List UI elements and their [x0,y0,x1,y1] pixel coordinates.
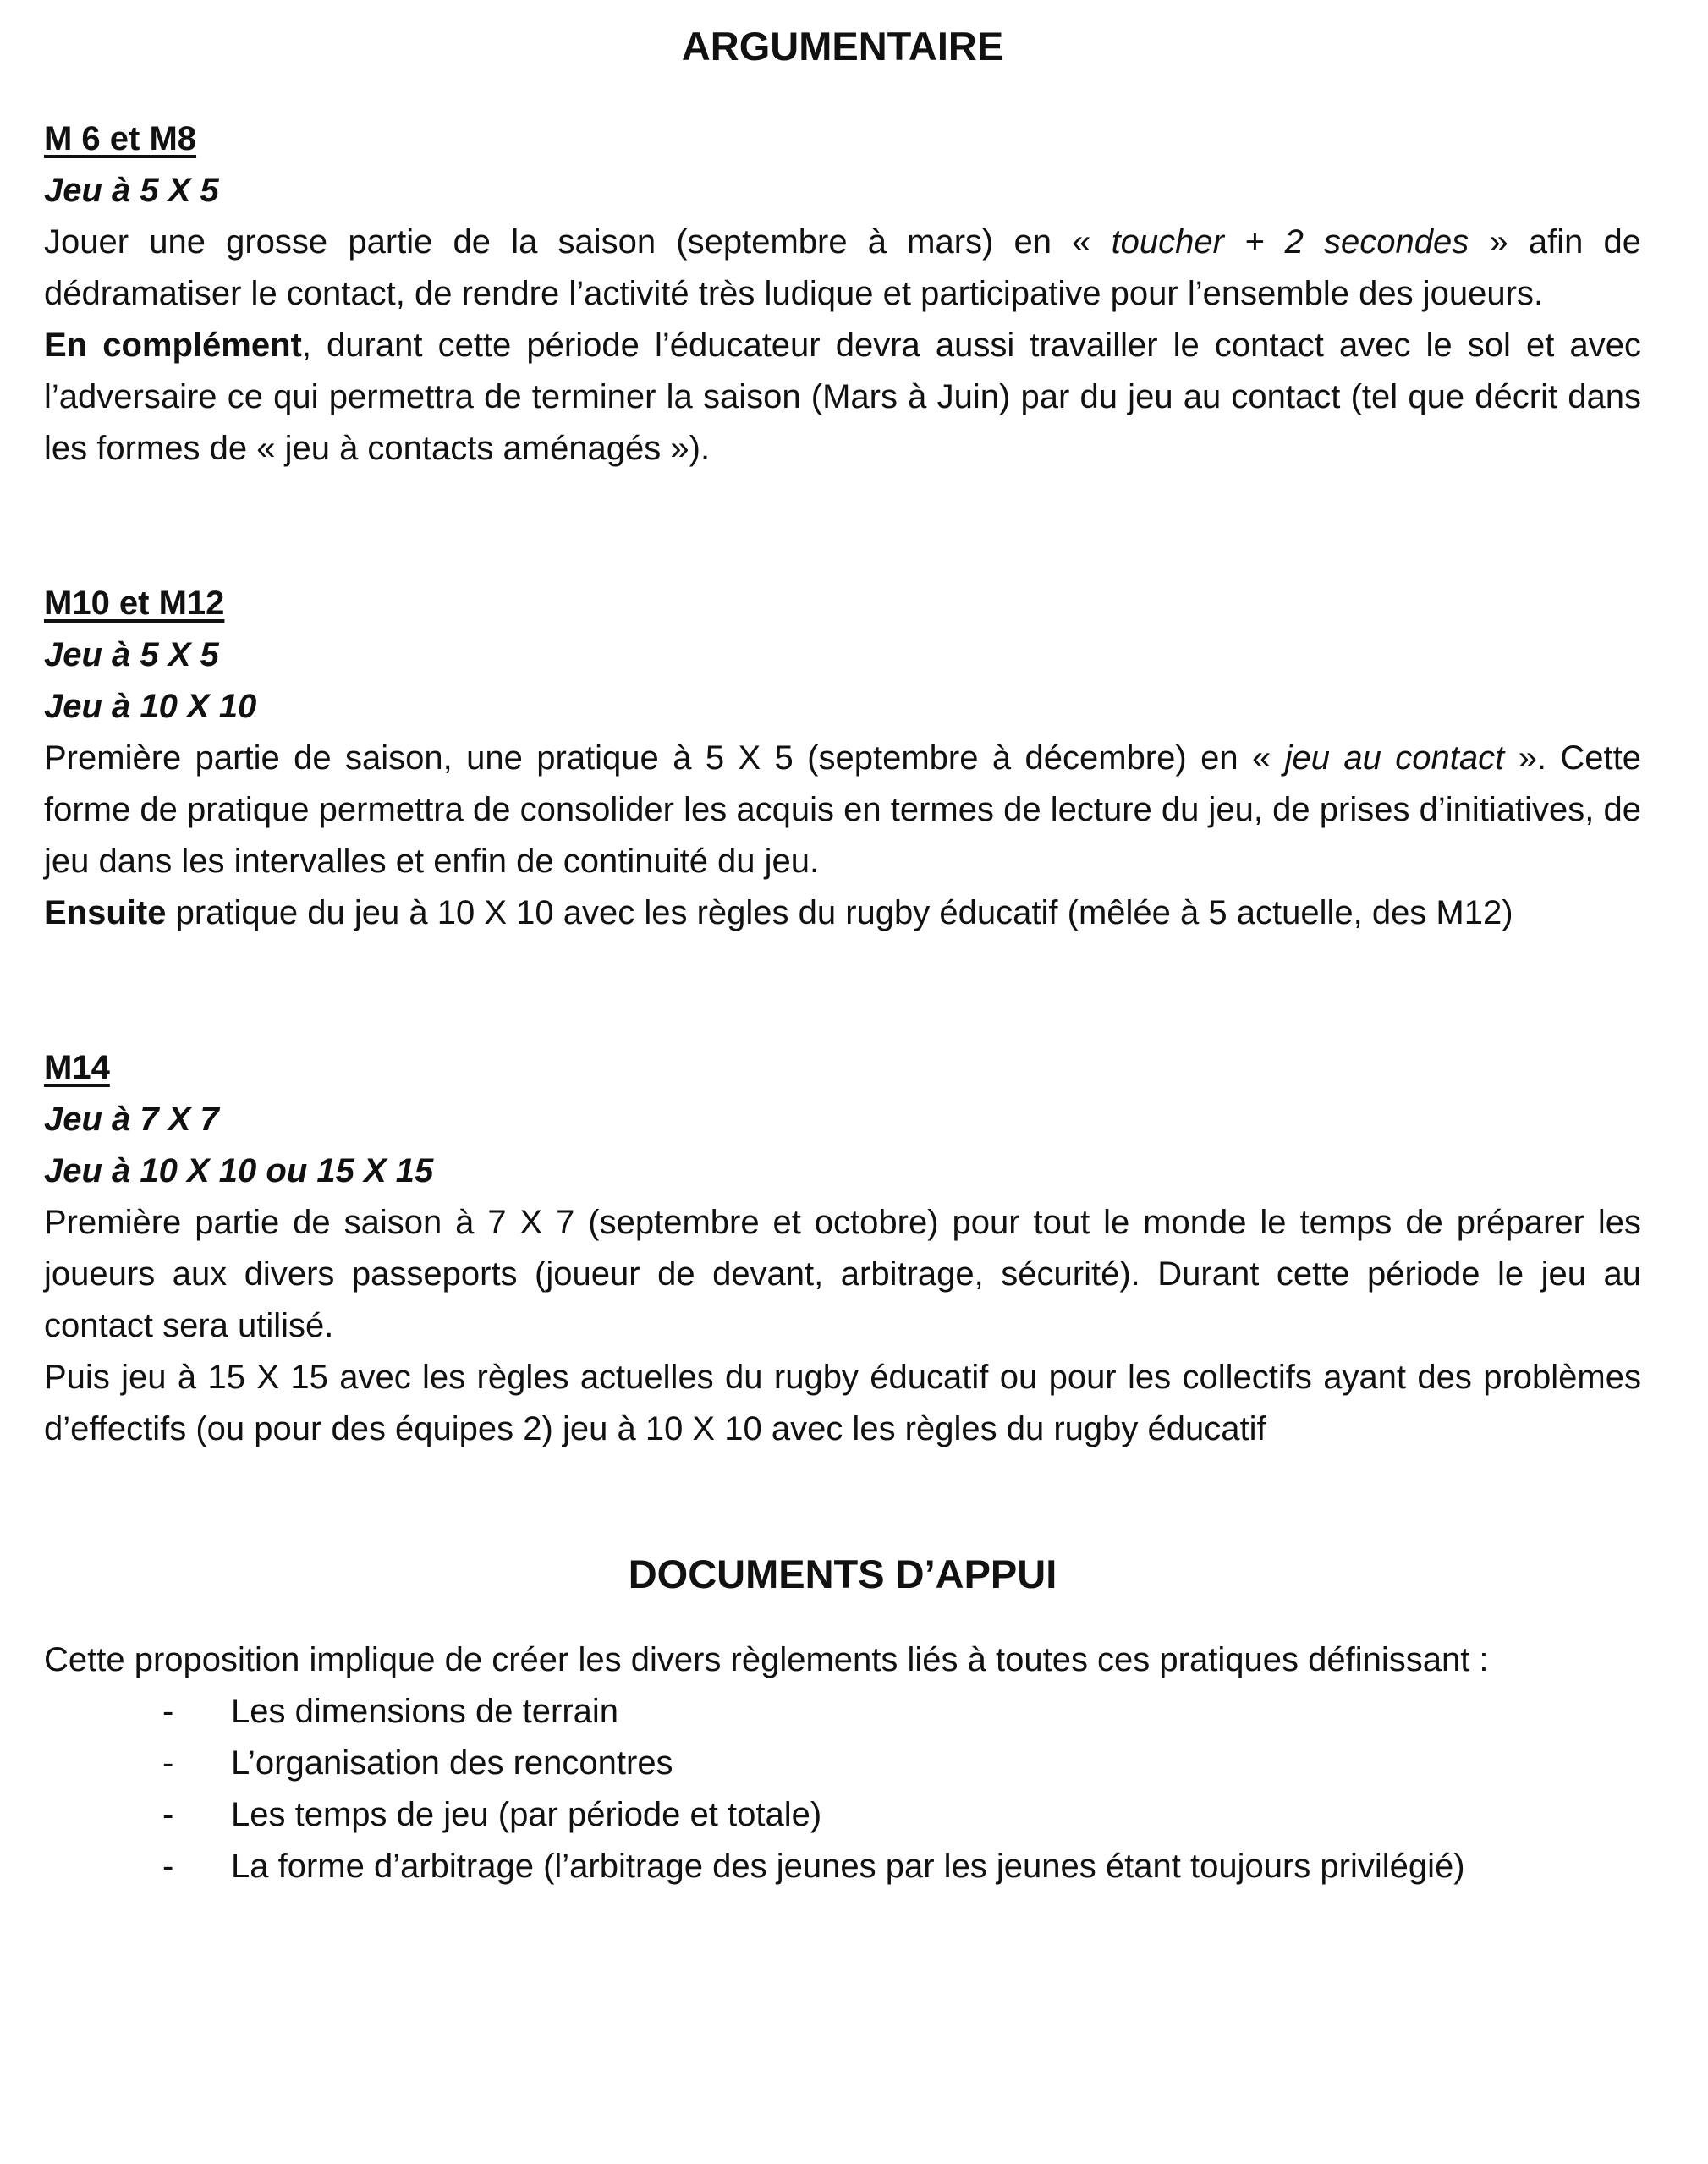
section-subheading: Jeu à 10 X 10 ou 15 X 15 [44,1152,434,1189]
page-title: ARGUMENTAIRE [681,24,1004,69]
list-item [44,1738,1641,1789]
section-subheading: Jeu à 10 X 10 [44,688,257,725]
bold-text: Ensuite [44,894,167,931]
paragraph [44,217,1641,320]
section-m10-m12 [44,578,1641,939]
paragraph [44,320,1641,475]
document-page [44,22,1641,1892]
text-run: Première partie de saison, une pratique à 5 X 5 (septembre à décembre) en « [44,739,1285,777]
section-heading: M 6 et M8 [44,120,197,157]
text-run: » afin de dédramatiser le contact, de rendre l’activité très ludique et participative pour l’ensemble des joueurs. [44,223,1642,312]
text-run: , durant cette période l’éducateur devra aussi travailler le contact avec le sol et avec l’adversaire ce qui permettra de terminer la saison (Mars à Juin) par du jeu au contact (tel que décrit dans les formes de « jeu à contacts aménagés »). [44,327,1641,467]
text-run: pratique du jeu à 10 X 10 avec les règles du rugby éducatif (mêlée à 5 actuelle, des M12) [166,894,1513,931]
section-heading: M14 [44,1049,110,1086]
list-item-text: La forme d’arbitrage (l’arbitrage des jeunes par les jeunes étant toujours privilégié) [231,1848,1465,1885]
list-item-text: Les temps de jeu (par période et totale) [231,1796,822,1833]
section-m6-m8 [44,113,1641,475]
list-item-text: Les dimensions de terrain [231,1693,619,1730]
section-title: DOCUMENTS D’APPUI [628,1552,1057,1596]
paragraph: Première partie de saison à 7 X 7 (septembre et octobre) pour tout le monde le temps de préparer les joueurs aux divers passeports (joueur de devant, arbitrage, sécurité). Durant cette période le jeu au contact sera utilisé. [44,1204,1641,1344]
list-item [44,1686,1641,1738]
bold-text: En complément [44,327,302,364]
italic-text: jeu au contact [1284,739,1505,777]
dash-bullet: - [162,1796,174,1833]
dash-bullet: - [162,1693,174,1730]
section-subheading: Jeu à 5 X 5 [44,172,219,209]
section-subheading: Jeu à 5 X 5 [44,636,219,673]
list-item-text: L’organisation des rencontres [231,1744,673,1782]
paragraph [44,733,1641,887]
text-run: ». Cette forme de pratique permettra de consolider les acquis en termes de lecture du jeu, de prises d’initiatives, de jeu dans les intervalles et enfin de continuité du jeu. [44,739,1641,880]
list-item [44,1841,1641,1892]
section-m14 [44,1042,1641,1455]
italic-text: toucher + 2 secondes [1111,223,1469,261]
dash-bullet: - [162,1848,174,1885]
section-heading: M10 et M12 [44,585,225,622]
paragraph: Cette proposition implique de créer les divers règlements liés à toutes ces pratiques définissant : [44,1641,1489,1678]
section-documents [44,1550,1641,1892]
paragraph [44,887,1641,939]
section-subheading: Jeu à 7 X 7 [44,1101,219,1138]
dash-bullet: - [162,1744,174,1782]
list-item [44,1789,1641,1841]
text-run: Jouer une grosse partie de la saison (septembre à mars) en « [44,223,1112,261]
paragraph: Puis jeu à 15 X 15 avec les règles actuelles du rugby éducatif ou pour les collectifs ayant des problèmes d’effectifs (ou pour des équipes 2) jeu à 10 X 10 avec les règles du rugby éducatif [44,1359,1641,1447]
requirements-list [44,1686,1641,1892]
